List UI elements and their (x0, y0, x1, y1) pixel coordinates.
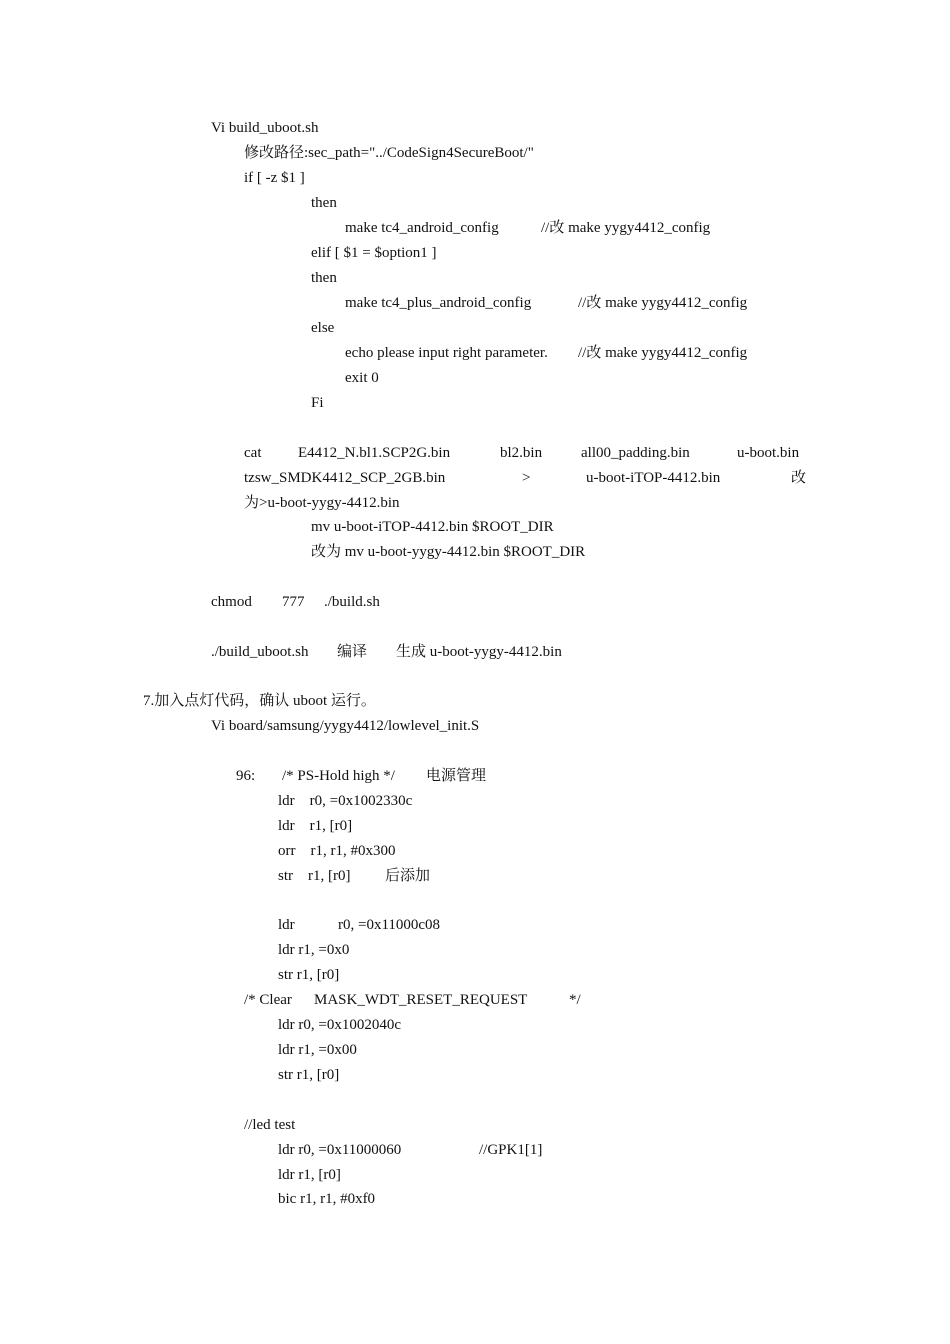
section-heading: 7.加入点灯代码，确认 uboot 运行。 (143, 693, 376, 709)
text-line: Fi (311, 395, 324, 411)
text-word: 改 (791, 470, 807, 486)
code-line: ldr r1, =0x00 (278, 1042, 357, 1058)
text-word: ./build.sh (324, 594, 380, 610)
text-comment: //改 make yygy4412_config (541, 220, 711, 236)
code-line: ldr r0, =0x11000060 (278, 1142, 402, 1158)
text-line: 改为 mv u-boot-yygy-4412.bin $ROOT_DIR (311, 544, 586, 560)
code-word: r0, =0x11000c08 (338, 917, 441, 933)
text-word: 电源管理 (426, 768, 487, 784)
text-line: 修改路径:sec_path="../CodeSign4SecureBoot/" (244, 145, 534, 161)
text-comment: //改 make yygy4412_config (578, 345, 748, 361)
text-word: 生成 u-boot-yygy-4412.bin (396, 644, 562, 660)
text-word: cat (244, 445, 262, 461)
code-line: str r1, [r0] (278, 1067, 340, 1083)
text-line: make tc4_android_config (345, 220, 499, 236)
text-line: 为>u-boot-yygy-4412.bin (244, 495, 400, 511)
text-word: 后添加 (385, 868, 431, 884)
code-line: ldr r1, =0x0 (278, 942, 350, 958)
code-comment: MASK_WDT_RESET_REQUEST (314, 992, 528, 1008)
code-line: ldr r0, =0x1002040c (278, 1017, 402, 1033)
code-comment: /* Clear (244, 992, 292, 1008)
text-word: E4412_N.bl1.SCP2G.bin (298, 445, 451, 461)
code-comment: //led test (244, 1117, 296, 1133)
code-line: ldr r0, =0x1002330c (278, 793, 413, 809)
text-word: bl2.bin (500, 445, 543, 461)
text-line: else (311, 320, 335, 336)
text-word: chmod (211, 594, 252, 610)
code-line: orr r1, r1, #0x300 (278, 843, 396, 859)
code-comment: //GPK1[1] (479, 1142, 543, 1158)
text-comment: /* PS-Hold high */ (282, 768, 395, 784)
text-word: all00_padding.bin (581, 445, 690, 461)
text-line: echo please input right parameter. (345, 345, 548, 361)
text-comment: //改 make yygy4412_config (578, 295, 748, 311)
text-line: exit 0 (345, 370, 379, 386)
text-word: u-boot.bin (737, 445, 800, 461)
code-line: str r1, [r0] (278, 868, 351, 884)
code-line: ldr r1, [r0] (278, 818, 353, 834)
text-word: 777 (282, 594, 305, 610)
code-word: ldr (278, 917, 295, 933)
code-comment: */ (569, 992, 581, 1008)
text-line: then (311, 195, 337, 211)
text-word: u-boot-iTOP-4412.bin (586, 470, 721, 486)
text-word: 编译 (337, 644, 368, 660)
text-line: if [ -z $1 ] (244, 170, 305, 186)
code-line: ldr r1, [r0] (278, 1167, 341, 1183)
text-line: make tc4_plus_android_config (345, 295, 532, 311)
text-line: Vi build_uboot.sh (211, 120, 319, 136)
text-word: ./build_uboot.sh (211, 644, 309, 660)
text-line: Vi board/samsung/yygy4412/lowlevel_init.S (211, 718, 480, 734)
text-word: > (522, 470, 531, 486)
code-line: bic r1, r1, #0xf0 (278, 1191, 376, 1207)
text-line: then (311, 270, 337, 286)
text-word: tzsw_SMDK4412_SCP_2GB.bin (244, 470, 446, 486)
text-line: mv u-boot-iTOP-4412.bin $ROOT_DIR (311, 519, 554, 535)
text-word: 96: (236, 768, 256, 784)
code-line: str r1, [r0] (278, 967, 340, 983)
text-line: elif [ $1 = $option1 ] (311, 245, 437, 261)
